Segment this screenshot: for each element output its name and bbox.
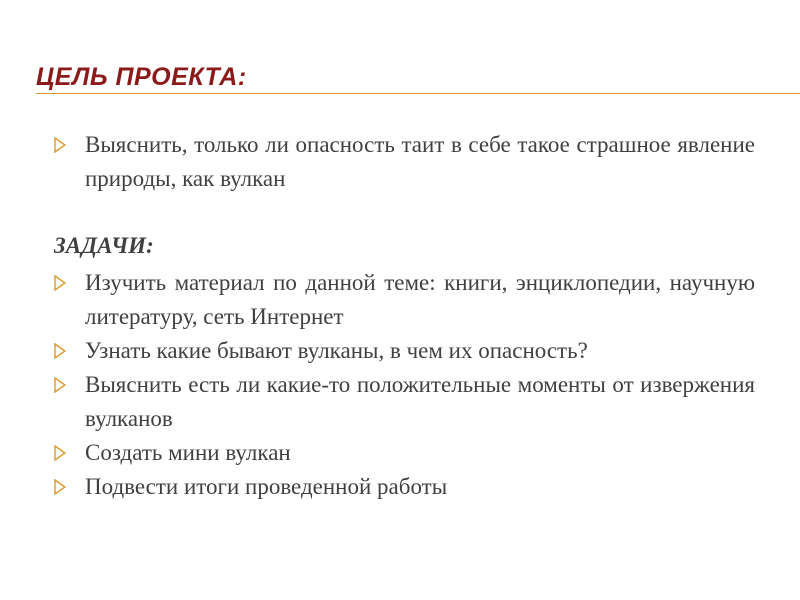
bullet-icon — [54, 137, 66, 153]
bullet-icon — [54, 445, 66, 461]
task-item — [54, 368, 755, 436]
task-text: Выяснить есть ли какие-то положительные моменты от извержения вулканов — [85, 372, 755, 431]
task-text: Узнать какие бывают вулканы, в чем их опасность? — [85, 338, 588, 363]
slide-title: ЦЕЛЬ ПРОЕКТА: — [36, 63, 247, 91]
task-item — [54, 334, 755, 368]
bullet-icon — [54, 275, 66, 291]
goal-text: Выяснить, только ли опасность таит в себе такое страшное явление природы, как вулкан — [85, 132, 755, 191]
bullet-icon — [54, 377, 66, 393]
tasks-heading: ЗАДАЧИ: — [54, 233, 154, 258]
bullet-icon — [54, 343, 66, 359]
task-text: Изучить материал по данной теме: книги, энциклопедии, научную литературу, сеть Интернет — [85, 270, 755, 329]
task-text: Подвести итоги проведенной работы — [85, 474, 448, 499]
task-text: Создать мини вулкан — [85, 440, 291, 465]
task-item — [54, 436, 755, 470]
spacer — [54, 196, 755, 226]
slide-content — [54, 128, 755, 504]
bullet-icon — [54, 479, 66, 495]
goal-item — [54, 128, 755, 196]
task-item — [54, 266, 755, 334]
title-underline — [36, 93, 800, 94]
task-item — [54, 470, 755, 504]
